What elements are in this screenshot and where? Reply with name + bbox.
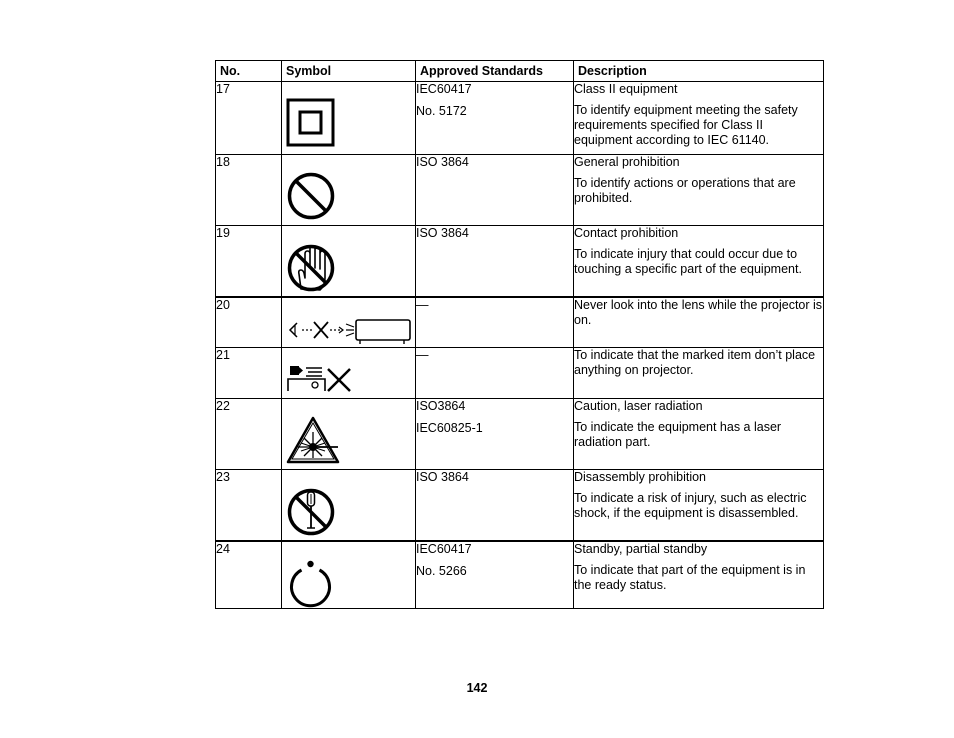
table-row bbox=[216, 399, 824, 470]
standard-primary: — bbox=[416, 297, 429, 312]
table-row bbox=[216, 226, 824, 297]
header-no: No. bbox=[216, 61, 282, 82]
laser-warning-icon bbox=[282, 399, 416, 470]
prohibition-icon bbox=[282, 155, 416, 226]
symbol-cell bbox=[282, 82, 416, 155]
row-number: 23 bbox=[216, 470, 282, 541]
description-text: To indicate a risk of injury, such as electric shock, if the equipment is disassembled. bbox=[574, 491, 807, 520]
description-text: To indicate that the marked item don’t place anything on projector. bbox=[574, 348, 816, 377]
table-header-row bbox=[216, 61, 824, 82]
description-cell bbox=[574, 541, 824, 609]
description-title: Caution, laser radiation bbox=[574, 399, 703, 413]
safety-symbols-table bbox=[215, 60, 824, 609]
description-text: To indicate that part of the equipment is in the ready status. bbox=[574, 562, 806, 592]
symbol-cell bbox=[282, 348, 416, 399]
symbol-cell bbox=[282, 541, 416, 609]
description-text: To indicate the equipment has a laser radiation part. bbox=[574, 420, 782, 449]
table-row bbox=[216, 541, 824, 609]
standards-cell bbox=[416, 348, 574, 399]
table-row bbox=[216, 297, 824, 348]
standard-primary: ISO 3864 bbox=[416, 155, 469, 169]
standard-secondary: No. 5266 bbox=[416, 563, 467, 578]
description-cell bbox=[574, 348, 824, 399]
description-cell bbox=[574, 297, 824, 348]
standard-primary: IEC60417 bbox=[416, 541, 472, 556]
row-number: 22 bbox=[216, 399, 282, 470]
header-approved-standards: Approved Standards bbox=[416, 61, 574, 82]
standards-cell bbox=[416, 226, 574, 297]
description-text: Never look into the lens while the projector is on. bbox=[574, 297, 823, 327]
header-description: Description bbox=[574, 61, 824, 82]
standard-secondary: IEC60825-1 bbox=[416, 421, 483, 435]
description-title: Class II equipment bbox=[574, 82, 678, 96]
standards-cell bbox=[416, 541, 574, 609]
table-row bbox=[216, 82, 824, 155]
symbol-cell bbox=[282, 226, 416, 297]
standard-primary: — bbox=[416, 348, 429, 362]
description-text: To indicate injury that could occur due to touching a specific part of the equipment. bbox=[574, 247, 802, 276]
symbol-cell bbox=[282, 470, 416, 541]
standards-cell bbox=[416, 399, 574, 470]
no-touch-hand-icon bbox=[282, 226, 416, 297]
page-number: 142 bbox=[466, 681, 488, 695]
description-text: To identify actions or operations that are prohibited. bbox=[574, 176, 796, 205]
row-number: 18 bbox=[216, 155, 282, 226]
row-number: 19 bbox=[216, 226, 282, 297]
row-number: 17 bbox=[216, 82, 282, 155]
row-number: 24 bbox=[216, 541, 282, 609]
double-square-icon bbox=[282, 82, 416, 155]
row-number: 21 bbox=[216, 348, 282, 399]
standard-primary: ISO 3864 bbox=[416, 470, 469, 484]
symbol-cell bbox=[282, 297, 416, 348]
header-symbol: Symbol bbox=[282, 61, 416, 82]
standards-cell bbox=[416, 297, 574, 348]
description-text: To identify equipment meeting the safety requirements specified for Class II equipment according to IEC 61140. bbox=[574, 103, 798, 147]
no-disassembly-icon bbox=[282, 470, 416, 541]
standard-primary: ISO 3864 bbox=[416, 226, 469, 240]
standards-cell bbox=[416, 470, 574, 541]
standards-cell bbox=[416, 82, 574, 155]
standard-primary: ISO3864 bbox=[416, 399, 466, 413]
description-title: Disassembly prohibition bbox=[574, 470, 707, 484]
description-cell bbox=[574, 399, 824, 470]
symbol-cell bbox=[282, 399, 416, 470]
do-not-place-on-projector-icon bbox=[282, 348, 416, 399]
standby-icon bbox=[282, 542, 416, 610]
table-row bbox=[216, 155, 824, 226]
description-title: Contact prohibition bbox=[574, 226, 679, 240]
standard-primary: IEC60417 bbox=[416, 82, 472, 96]
do-not-look-into-lens-icon bbox=[282, 298, 416, 349]
description-cell bbox=[574, 470, 824, 541]
table-row bbox=[216, 348, 824, 399]
table-row bbox=[216, 470, 824, 541]
description-title: Standby, partial standby bbox=[574, 541, 708, 556]
row-number: 20 bbox=[216, 297, 282, 348]
symbol-cell bbox=[282, 155, 416, 226]
description-title: General prohibition bbox=[574, 155, 680, 169]
standard-secondary: No. 5172 bbox=[416, 104, 467, 118]
description-cell bbox=[574, 155, 824, 226]
standards-cell bbox=[416, 155, 574, 226]
description-cell bbox=[574, 82, 824, 155]
description-cell bbox=[574, 226, 824, 297]
